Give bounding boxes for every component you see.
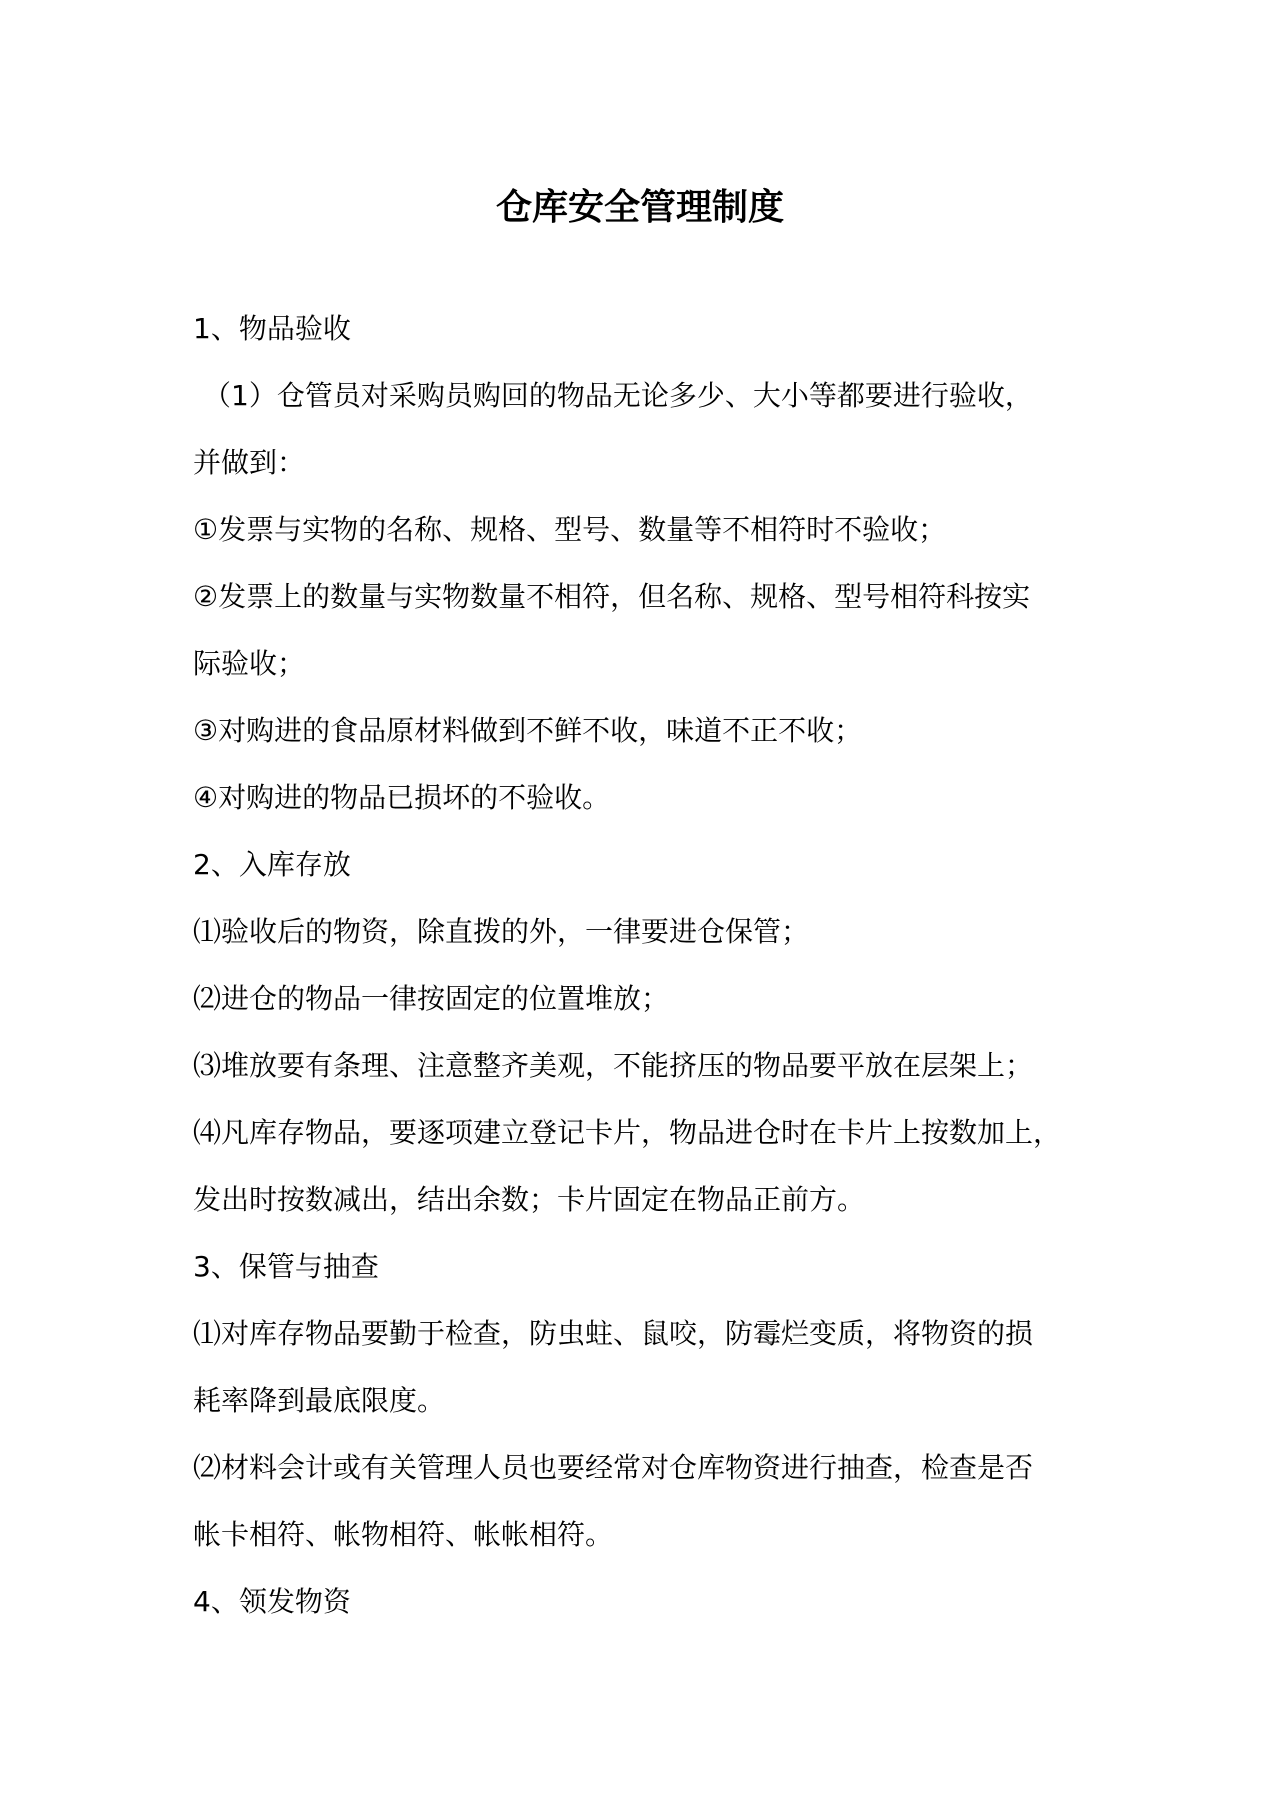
- paragraph-line: ⑷凡库存物品，要逐项建立登记卡片，物品进仓时在卡片上按数加上，: [193, 1116, 1062, 1149]
- paragraph-line: ⑴验收后的物资，除直拨的外，一律要进仓保管；: [193, 915, 810, 948]
- paragraph-line: （1）仓管员对采购员购回的物品无论多少、大小等都要进行验收，: [203, 379, 1033, 412]
- paragraph-line: 并做到：: [193, 446, 306, 479]
- paragraph-line: 发出时按数减出，结出余数；卡片固定在物品正前方。: [193, 1183, 866, 1216]
- paragraph-line: ⑵进仓的物品一律按固定的位置堆放；: [193, 982, 670, 1015]
- paragraph-line: ⑶堆放要有条理、注意整齐美观，不能挤压的物品要平放在层架上；: [193, 1049, 1034, 1082]
- document-body: [193, 295, 1093, 1635]
- paragraph-line: ⑵材料会计或有关管理人员也要经常对仓库物资进行抽查，检查是否: [193, 1451, 1034, 1484]
- section-heading-acceptance: 1、物品验收: [193, 312, 351, 345]
- section-heading-custody: 3、保管与抽查: [193, 1250, 379, 1283]
- document-title: 仓库安全管理制度: [495, 187, 784, 228]
- section-heading-issuing: 4、领发物资: [193, 1585, 351, 1618]
- paragraph-line: 际验收；: [193, 647, 306, 680]
- paragraph-line: ⑴对库存物品要勤于检查，防虫蛀、鼠咬，防霉烂变质，将物资的损: [193, 1317, 1034, 1350]
- paragraph-line: ④对购进的物品已损坏的不验收。: [193, 781, 611, 814]
- paragraph-line: ②发票上的数量与实物数量不相符，但名称、规格、型号相符科按实: [193, 580, 1031, 613]
- paragraph-line: ③对购进的食品原材料做到不鲜不收，味道不正不收；: [193, 714, 863, 747]
- paragraph-line: 帐卡相符、帐物相符、帐帐相符。: [193, 1518, 614, 1551]
- section-heading-storage: 2、入库存放: [193, 848, 351, 881]
- paragraph-line: ①发票与实物的名称、规格、型号、数量等不相符时不验收；: [193, 513, 947, 546]
- paragraph-line: 耗率降到最底限度。: [193, 1384, 446, 1417]
